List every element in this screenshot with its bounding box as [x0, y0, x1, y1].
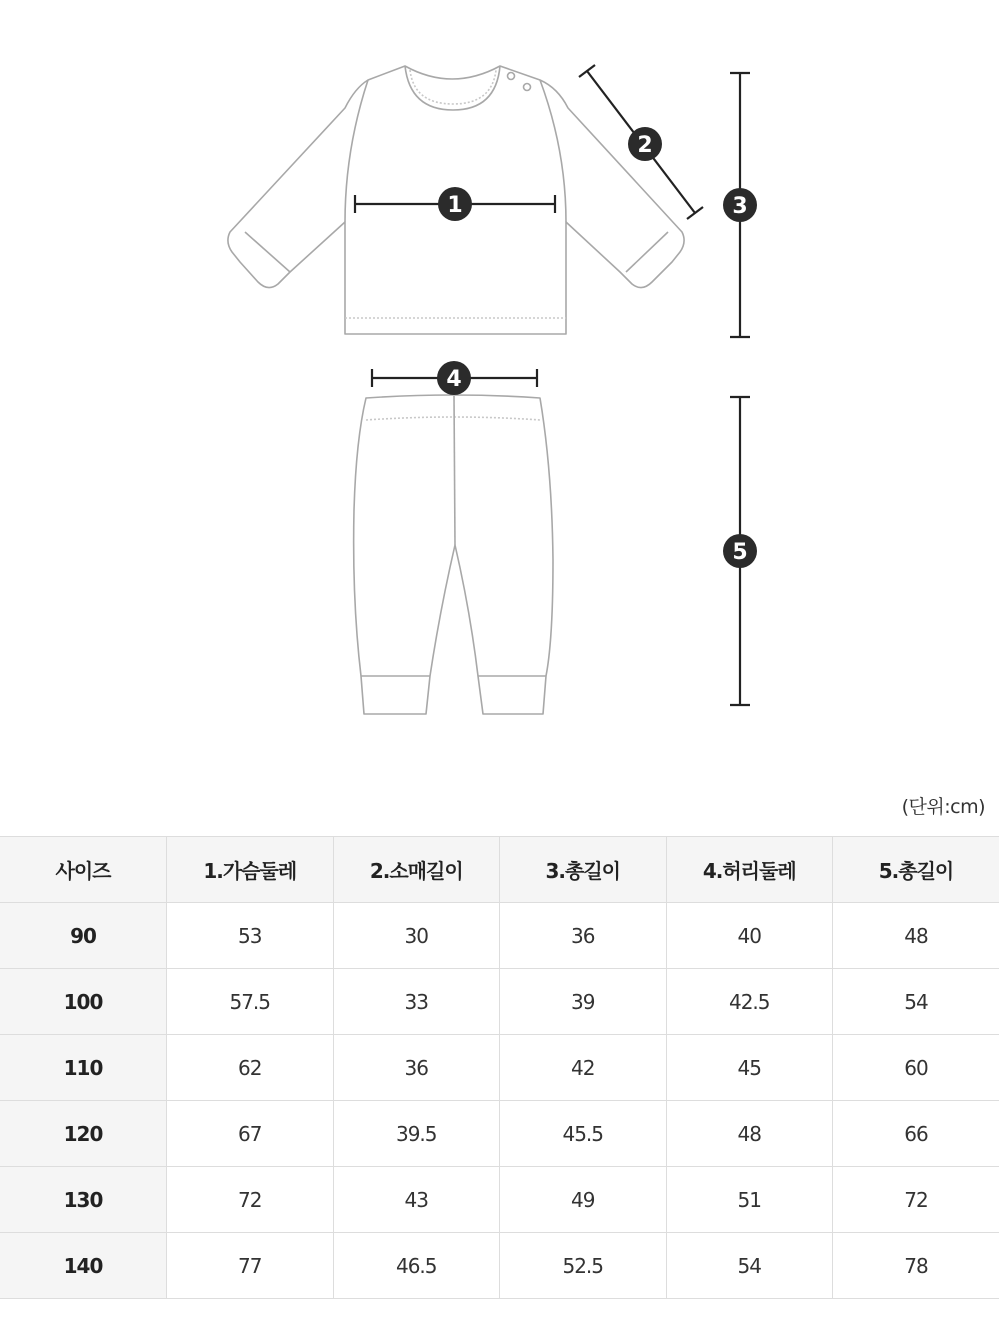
- top-length-cell: 39: [500, 969, 667, 1035]
- svg-text:4: 4: [446, 367, 462, 392]
- table-row: [0, 969, 999, 1035]
- table-header-row: [0, 837, 999, 903]
- pants-illustration: [354, 395, 553, 714]
- sleeve-cell: 36: [333, 1035, 500, 1101]
- svg-text:5: 5: [732, 540, 748, 565]
- pants-length-cell: 66: [833, 1101, 999, 1167]
- chest-cell: 62: [167, 1035, 334, 1101]
- chest-cell: 67: [167, 1101, 334, 1167]
- sleeve-cell: 39.5: [333, 1101, 500, 1167]
- chest-cell: 72: [167, 1167, 334, 1233]
- chest-cell: 77: [167, 1233, 334, 1299]
- top-length-cell: 36: [500, 903, 667, 969]
- top-length-cell: 45.5: [500, 1101, 667, 1167]
- header-top-length: 3.총길이: [500, 837, 667, 903]
- waist-cell: 45: [666, 1035, 833, 1101]
- sleeve-cell: 30: [333, 903, 500, 969]
- table-row: [0, 1167, 999, 1233]
- marker-3: [723, 188, 757, 222]
- pants-length-cell: 78: [833, 1233, 999, 1299]
- waist-cell: 48: [666, 1101, 833, 1167]
- header-waist: 4.허리둘레: [666, 837, 833, 903]
- table-row: [0, 1233, 999, 1299]
- size-cell: 130: [0, 1167, 167, 1233]
- waist-cell: 51: [666, 1167, 833, 1233]
- header-size: 사이즈: [0, 837, 167, 903]
- waist-cell: 40: [666, 903, 833, 969]
- pants-length-cell: 48: [833, 903, 999, 969]
- header-pants-length: 5.총길이: [833, 837, 999, 903]
- pants-length-cell: 72: [833, 1167, 999, 1233]
- header-sleeve: 2.소매길이: [333, 837, 500, 903]
- sleeve-cell: 33: [333, 969, 500, 1035]
- size-cell: 140: [0, 1233, 167, 1299]
- marker-5: [723, 534, 757, 568]
- marker-4: [437, 361, 471, 395]
- pants-length-cell: 60: [833, 1035, 999, 1101]
- waist-cell: 42.5: [666, 969, 833, 1035]
- pants-length-cell: 54: [833, 969, 999, 1035]
- size-cell: 120: [0, 1101, 167, 1167]
- size-cell: 110: [0, 1035, 167, 1101]
- sleeve-cell: 43: [333, 1167, 500, 1233]
- table-row: [0, 1101, 999, 1167]
- svg-text:1: 1: [447, 193, 463, 218]
- top-length-cell: 42: [500, 1035, 667, 1101]
- chest-cell: 53: [167, 903, 334, 969]
- top-length-cell: 49: [500, 1167, 667, 1233]
- size-cell: 100: [0, 969, 167, 1035]
- marker-1: [438, 187, 472, 221]
- svg-text:2: 2: [637, 133, 653, 158]
- sleeve-cell: 46.5: [333, 1233, 500, 1299]
- size-cell: 90: [0, 903, 167, 969]
- marker-2: [628, 127, 662, 161]
- top-length-cell: 52.5: [500, 1233, 667, 1299]
- unit-label: (단위:cm): [901, 796, 985, 818]
- header-chest: 1.가슴둘레: [167, 837, 334, 903]
- table-row: [0, 1035, 999, 1101]
- svg-text:3: 3: [732, 194, 748, 219]
- table-row: [0, 903, 999, 969]
- chest-cell: 57.5: [167, 969, 334, 1035]
- size-table: [0, 836, 999, 1299]
- waist-cell: 54: [666, 1233, 833, 1299]
